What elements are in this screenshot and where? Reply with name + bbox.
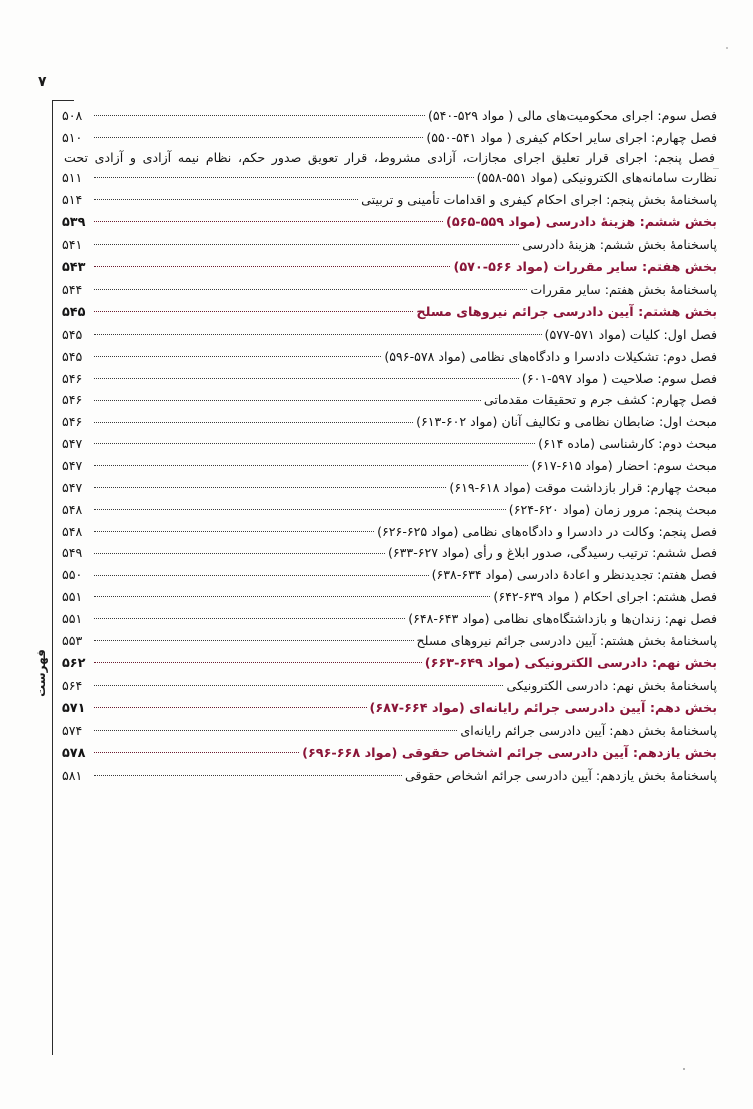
toc-leader-dots (94, 300, 413, 316)
toc-entry-page-number: ۵۵۰ (62, 567, 83, 583)
toc-entry-title: فصل هشتم: اجرای احکام ( مواد ۶۳۹-۶۴۲) (493, 589, 717, 605)
toc-entry-page-number: ۵۱۴ (62, 191, 83, 207)
toc-entry-title: فصل دوم: تشکیلات دادسرا و دادگاه‌های نظامی (مواد ۵۷۸-۵۹۶) (384, 348, 717, 364)
toc-entry-page-number: ۵۴۵ (62, 348, 83, 364)
toc-entry-title: بخش ششم: هزینهٔ دادرسی (مواد ۵۵۹-۵۶۵) (446, 214, 717, 230)
toc-entry[interactable] (62, 674, 717, 694)
toc-entry-page-number: ۵۴۶ (62, 370, 83, 386)
toc-entry[interactable] (62, 323, 717, 343)
toc-entry-page-number: ۵۷۴ (62, 722, 83, 738)
toc-entry-page-number: ۵۶۴ (62, 677, 83, 693)
toc-entry-page-number: ۵۴۷ (62, 479, 83, 495)
toc-entry[interactable] (62, 432, 717, 452)
toc-entry-title: مبحث دوم: کارشناسی (ماده ۶۱۴) (538, 436, 717, 452)
toc-entry-title: پاسخنامهٔ بخش پنجم: اجرای احکام کیفری و اقدامات تأمینی و تربیتی (361, 191, 717, 207)
toc-entry[interactable] (62, 520, 717, 540)
toc-leader-dots (94, 210, 443, 226)
toc-leader-dots (94, 454, 528, 470)
toc-entry[interactable] (62, 563, 717, 583)
toc-entry[interactable] (62, 278, 717, 298)
toc-entry-title-line1: فصل پنجم: اجرای قرار تعلیق اجرای مجازات، آزادی مشروط، قرار تعویق صدور حکم، نظام نیمه آزادی و آزادی تحت (64, 149, 715, 165)
toc-entry[interactable] (62, 498, 717, 518)
toc-entry-title-line2 (62, 166, 717, 186)
toc-leader-dots (94, 323, 542, 339)
toc-entry-page-number: ۵۵۱ (62, 589, 83, 605)
toc-leader-dots (94, 432, 535, 448)
toc-entry-page-number: ۵۳۹ (62, 214, 86, 230)
toc-entry[interactable] (62, 541, 717, 561)
toc-entry-title: مبحث پنجم: مرور زمان (مواد ۶۲۰-۶۲۴) (508, 501, 717, 517)
toc-entry-page-number: ۵۵۳ (62, 632, 83, 648)
toc-entry-page-number: ۵۴۳ (62, 259, 86, 275)
toc-leader-dots (94, 345, 381, 361)
toc-entry[interactable] (62, 476, 717, 496)
toc-entry-page-number: ۵۴۸ (62, 501, 83, 517)
toc-entry[interactable] (62, 104, 717, 124)
toc-entry[interactable] (62, 696, 717, 718)
toc-entry-title: فصل چهارم: اجرای سایر احکام کیفری ( مواد ۵۴۱-۵۵۰) (426, 129, 717, 145)
toc-entry-title: فصل نهم: زندان‌ها و بازداشتگاه‌های نظامی (مواد ۶۴۳-۶۴۸) (408, 611, 717, 627)
toc-entry-title: پاسخنامهٔ بخش یازدهم: آیین دادرسی جرائم اشخاص حقوقی (405, 767, 717, 783)
toc-entry[interactable] (62, 764, 717, 784)
toc-entry-page-number: ۵۴۶ (62, 414, 83, 430)
toc-entry[interactable] (62, 126, 717, 146)
toc-entry-page-number: ۵۴۸ (62, 523, 83, 539)
toc-entry[interactable] (62, 607, 717, 627)
margin-vertical-rule (52, 100, 53, 1055)
toc-entry-title: فصل پنجم: وکالت در دادسرا و دادگاه‌های نظامی (مواد ۶۲۵-۶۲۶) (377, 523, 717, 539)
toc-entry-title: مبحث اول: ضابطان نظامی و تکالیف آنان (مواد ۶۰۲-۶۱۳) (416, 414, 717, 430)
toc-leader-dots (94, 563, 429, 579)
toc-entry-page-number: ۵۴۴ (62, 281, 83, 297)
toc-leader-dots (94, 388, 481, 404)
toc-leader-dots (94, 410, 413, 426)
toc-entry[interactable] (62, 345, 717, 365)
toc-entry-title: فصل اول: کلیات (مواد ۵۷۱-۵۷۷) (544, 326, 717, 342)
toc-entry-page-number: ۵۴۵ (62, 326, 83, 342)
toc-leader-dots (94, 498, 506, 514)
toc-entry-title: فصل چهارم: کشف جرم و تحقیقات مقدماتی (483, 392, 717, 408)
toc-leader-dots (94, 104, 425, 120)
toc-leader-dots (94, 629, 414, 645)
toc-leader-dots (94, 166, 474, 182)
toc-leader-dots (94, 255, 450, 271)
toc-entry[interactable] (62, 410, 717, 430)
toc-entry-title: نظارت سامانه‌های الکترونیکی (مواد ۵۵۱-۵۵۸) (476, 170, 717, 186)
toc-entry[interactable] (62, 255, 717, 277)
scan-artifact-dot-top (726, 47, 728, 49)
toc-entry[interactable] (62, 210, 717, 232)
toc-leader-dots (94, 541, 385, 557)
side-tab-contents (30, 628, 52, 718)
toc-leader-dots (94, 741, 299, 757)
toc-leader-dots (94, 585, 490, 601)
toc-entry-page-number: ۵۴۷ (62, 436, 83, 452)
toc-leader-dots (94, 233, 519, 249)
page-number: ۷ (38, 74, 47, 90)
toc-entry-title: بخش یازدهم: آیین دادرسی جرائم اشخاص حقوقی (مواد ۶۶۸-۶۹۶) (302, 745, 717, 761)
toc-leader-dots (94, 607, 405, 623)
toc-entry[interactable] (62, 629, 717, 649)
toc-leader-dots (94, 651, 422, 667)
scan-artifact-dot-bottom (683, 1068, 685, 1070)
margin-rule-cap (52, 100, 74, 101)
toc-entry-page-number: ۵۵۱ (62, 611, 83, 627)
toc-entry-title: فصل سوم: اجرای محکومیت‌های مالی ( مواد ۵۲۹-۵۴۰) (427, 108, 717, 123)
toc-entry-title: بخش هفتم: سایر مقررات (مواد ۵۶۶-۵۷۰) (453, 259, 717, 275)
toc-entry-page-number: ۵۴۹ (62, 545, 83, 561)
toc-entry[interactable] (62, 388, 717, 408)
toc-entry[interactable] (62, 233, 717, 253)
toc-entry-page-number: ۵۷۱ (62, 700, 86, 716)
toc-entry-page-number: ۵۴۱ (62, 236, 83, 252)
toc-entry[interactable] (62, 719, 717, 739)
toc-leader-dots (94, 367, 519, 383)
toc-entry-title: پاسخنامهٔ بخش هشتم: آیین دادرسی جرائم نیروهای مسلح (416, 632, 717, 648)
toc-entry[interactable] (62, 651, 717, 673)
toc-entry[interactable] (62, 585, 717, 605)
toc-leader-dots (94, 696, 367, 712)
toc-leader-dots (94, 126, 423, 142)
toc-entry-title: فصل هفتم: تجدیدنظر و اعادهٔ دادرسی (مواد ۶۳۴-۶۳۸) (431, 567, 717, 583)
toc-entry[interactable] (62, 454, 717, 474)
toc-entry-page-number: ۵۱۱ (62, 170, 83, 186)
toc-entry-page-number: ۵۸۱ (62, 767, 83, 783)
toc-entry-title: مبحث سوم: احضار (مواد ۶۱۵-۶۱۷) (531, 458, 717, 474)
toc-entry-title: بخش دهم: آیین دادرسی جرائم رایانه‌ای (مواد ۶۶۴-۶۸۷) (369, 700, 717, 716)
toc-entry[interactable] (62, 741, 717, 763)
toc-leader-dots (94, 764, 402, 780)
toc-entry-page-number: ۵۶۲ (62, 655, 86, 671)
table-of-contents (62, 104, 717, 786)
toc-leader-dots (94, 476, 446, 492)
toc-entry[interactable] (62, 148, 717, 187)
toc-entry-title: بخش هشتم: آیین دادرسی جرائم نیروهای مسلح (416, 304, 717, 320)
toc-entry-page-number: ۵۱۰ (62, 129, 83, 145)
toc-entry-title: پاسخنامهٔ بخش ششم: هزینهٔ دادرسی (522, 236, 717, 252)
toc-entry[interactable] (62, 188, 717, 208)
toc-entry-page-number: ۵۴۵ (62, 304, 86, 320)
side-tab-label: فهرست (34, 649, 48, 697)
toc-entry[interactable] (62, 367, 717, 387)
toc-entry-page-number: ۵۴۶ (62, 392, 83, 408)
toc-entry-page-number: ۵۴۷ (62, 458, 83, 474)
toc-leader-dots (94, 520, 374, 536)
toc-leader-dots (94, 188, 358, 204)
toc-entry-title: فصل ششم: ترتیب رسیدگی، صدور ابلاغ و رأی (مواد ۶۲۷-۶۳۳) (387, 545, 717, 561)
toc-entry-title: پاسخنامهٔ بخش نهم: دادرسی الکترونیکی (506, 677, 717, 693)
toc-entry-title: پاسخنامهٔ بخش هفتم: سایر مقررات (530, 281, 717, 297)
toc-entry-page-number: ۵۰۸ (62, 108, 83, 123)
toc-leader-dots (94, 719, 457, 735)
toc-entry-page-number: ۵۷۸ (62, 745, 86, 761)
toc-entry-title: بخش نهم: دادرسی الکترونیکی (مواد ۶۴۹-۶۶۳) (424, 655, 717, 671)
toc-entry[interactable] (62, 300, 717, 322)
toc-leader-dots (94, 278, 527, 294)
toc-leader-dots (94, 674, 503, 690)
toc-entry-title: مبحث چهارم: قرار بازداشت موقت (مواد ۶۱۸-۶۱۹) (449, 479, 717, 495)
toc-entry-title: پاسخنامهٔ بخش دهم: آیین دادرسی جرائم رایانه‌ای (460, 722, 717, 738)
toc-entry-title: فصل سوم: صلاحیت ( مواد ۵۹۷-۶۰۱) (521, 370, 717, 386)
